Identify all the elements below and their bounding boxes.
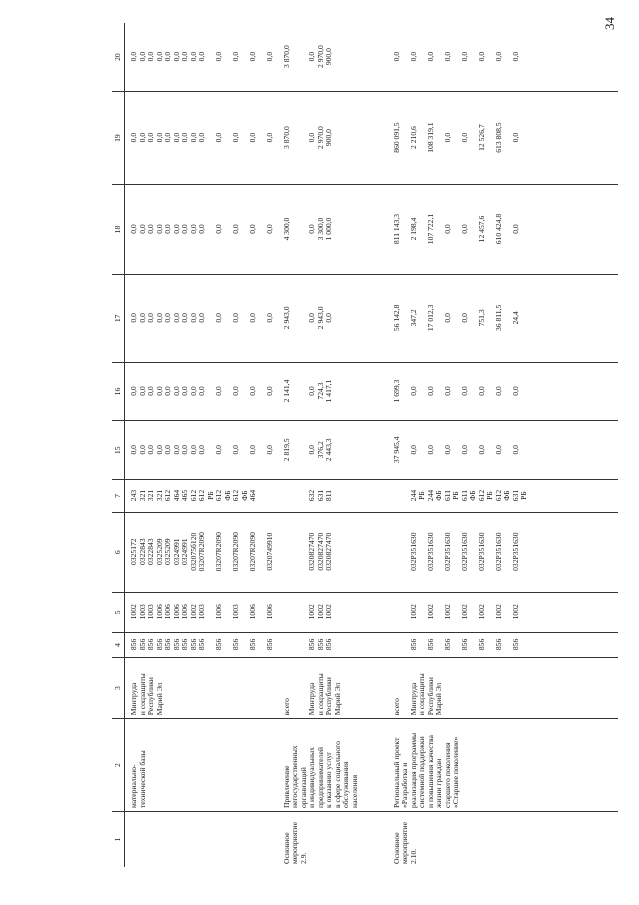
row-title-cell: Региональный проект «Разработка и реализация программы системной поддержки и повышения качества жизни граждан старшего поколения «Старшее поколение» — [388, 719, 619, 812]
row-title-cell: Привлечение негосударственных организаций и индивидуальных предпринимателей к оказанию услуг в сфере социального обслуживания населения — [278, 719, 388, 812]
value-cell-16: 2 141,4 0,0 724,3 1 417,1 — [278, 362, 388, 421]
target-article-cell: 032P351630 032P351630 032P351630 032P351630 032P351630 032P351630 032P351630 — [388, 512, 619, 592]
value-cell-16: 1 699,3 0,0 0,0 0,0 0,0 0,0 0,0 0,0 — [388, 362, 619, 421]
expense-type-cell: 244 РБ 244 ФБ 611 РБ 611 ФБ 612 РБ 612 ФБ 631 РБ — [388, 480, 619, 513]
row-code-cell — [125, 811, 278, 867]
value-cell-19: 3 870,0 0,0 2 970,0 900,0 — [278, 92, 388, 185]
column-header: 15 — [112, 421, 125, 480]
value-cell-15: 0,0 0,0 0,0 0,0 0,0 0,0 0,0 0,0 0,0 0,0 0,0 0,0 0,0 — [125, 421, 278, 480]
column-header: 4 — [112, 633, 125, 658]
row-code-cell: Основное мероприятие 2.9. — [278, 811, 388, 867]
value-cell-18: 811 143,3 2 198,4 107 722,1 0,0 0,0 12 457,6 610 424,8 0,0 — [388, 184, 619, 274]
value-cell-15: 2 819,5 0,0 376,2 2 443,3 — [278, 421, 388, 480]
table-row — [278, 23, 388, 867]
grbs-cell: 856 856 856 — [278, 633, 388, 658]
value-cell-19: 860 091,5 2 210,6 108 319,1 0,0 0,0 12 526,7 613 808,5 0,0 — [388, 92, 619, 185]
value-cell-20: 0,0 0,0 0,0 0,0 0,0 0,0 0,0 0,0 0,0 0,0 0,0 0,0 0,0 — [129, 51, 274, 62]
table-row — [125, 23, 278, 867]
row-executor-cell: всего Минтруда и соцзащиты Республики Марий Эл — [388, 657, 619, 718]
column-header: 5 — [112, 592, 125, 633]
value-cell-20: 0,0 0,0 0,0 0,0 0,0 0,0 0,0 0,0 — [391, 51, 520, 62]
table-row — [388, 23, 619, 867]
page-number: 34 — [602, 17, 617, 30]
value-cell-20: 3 870,0 0,0 2 970,0 900,0 — [281, 45, 333, 68]
section-cell: 1002 1003 1003 1006 1006 1006 1006 1002 1003 1006 1003 1006 1006 — [125, 592, 278, 633]
row-code-cell: Основное мероприятие 2.10. — [388, 811, 619, 867]
row-executor-cell: всего Минтруда и соцзащиты Республики Марий Эл — [278, 657, 388, 718]
expense-type-cell: 243 321 321 321 612 464 465 612 612 РБ 612 ФБ 612 ФБ 464 — [125, 480, 278, 513]
budget-table — [112, 23, 618, 867]
row-executor-cell: Минтруда и соцзащиты Республики Марий Эл — [125, 657, 278, 718]
section-cell: 1002 1002 1002 1002 1002 1002 1002 — [388, 592, 619, 633]
column-header: 6 — [112, 512, 125, 592]
value-cell-17: 2 943,0 0,0 2 943,0 0,0 — [278, 275, 388, 363]
column-header: 19 — [112, 92, 125, 185]
column-header: 3 — [112, 657, 125, 718]
target-article-cell: 0320827470 0320827470 0320827470 — [278, 512, 388, 592]
value-cell-16: 0,0 0,0 0,0 0,0 0,0 0,0 0,0 0,0 0,0 0,0 0,0 0,0 0,0 — [125, 362, 278, 421]
column-header: 1 — [112, 811, 125, 867]
column-header: 20 — [112, 23, 125, 92]
section-cell: 1002 1002 1002 — [278, 592, 388, 633]
column-header: 16 — [112, 362, 125, 421]
value-cell-18: 0,0 0,0 0,0 0,0 0,0 0,0 0,0 0,0 0,0 0,0 0,0 0,0 0,0 — [125, 184, 278, 274]
value-cell-19: 0,0 0,0 0,0 0,0 0,0 0,0 0,0 0,0 0,0 0,0 0,0 0,0 0,0 — [125, 92, 278, 185]
value-cell-18: 4 300,0 0,0 3 300,0 1 000,0 — [278, 184, 388, 274]
column-header: 2 — [112, 719, 125, 812]
row-title-cell: материально- технической базы — [125, 719, 278, 812]
value-cell-15: 37 945,4 0,0 0,0 0,0 0,0 0,0 0,0 0,0 — [388, 421, 619, 480]
table-header-row — [112, 23, 125, 867]
value-cell-17: 56 142,8 347,2 17 012,3 0,0 0,0 751,3 36 811,5 24,4 — [388, 275, 619, 363]
expense-type-cell: 632 631 811 — [278, 480, 388, 513]
target-article-cell: 0325172 0322843 0322843 0325209 0325209 0324991 0324991 032075б120 03207R2090 03207R2090 03207R2090 03207R2090 0320749910 — [125, 512, 278, 592]
column-header: 18 — [112, 184, 125, 274]
grbs-cell: 856 856 856 856 856 856 856 — [388, 633, 619, 658]
grbs-cell: 856 856 856 856 856 856 856 856 856 856 856 856 856 — [125, 633, 278, 658]
column-header: 7 — [112, 480, 125, 513]
column-header: 17 — [112, 275, 125, 363]
value-cell-17: 0,0 0,0 0,0 0,0 0,0 0,0 0,0 0,0 0,0 0,0 0,0 0,0 0,0 — [125, 275, 278, 363]
